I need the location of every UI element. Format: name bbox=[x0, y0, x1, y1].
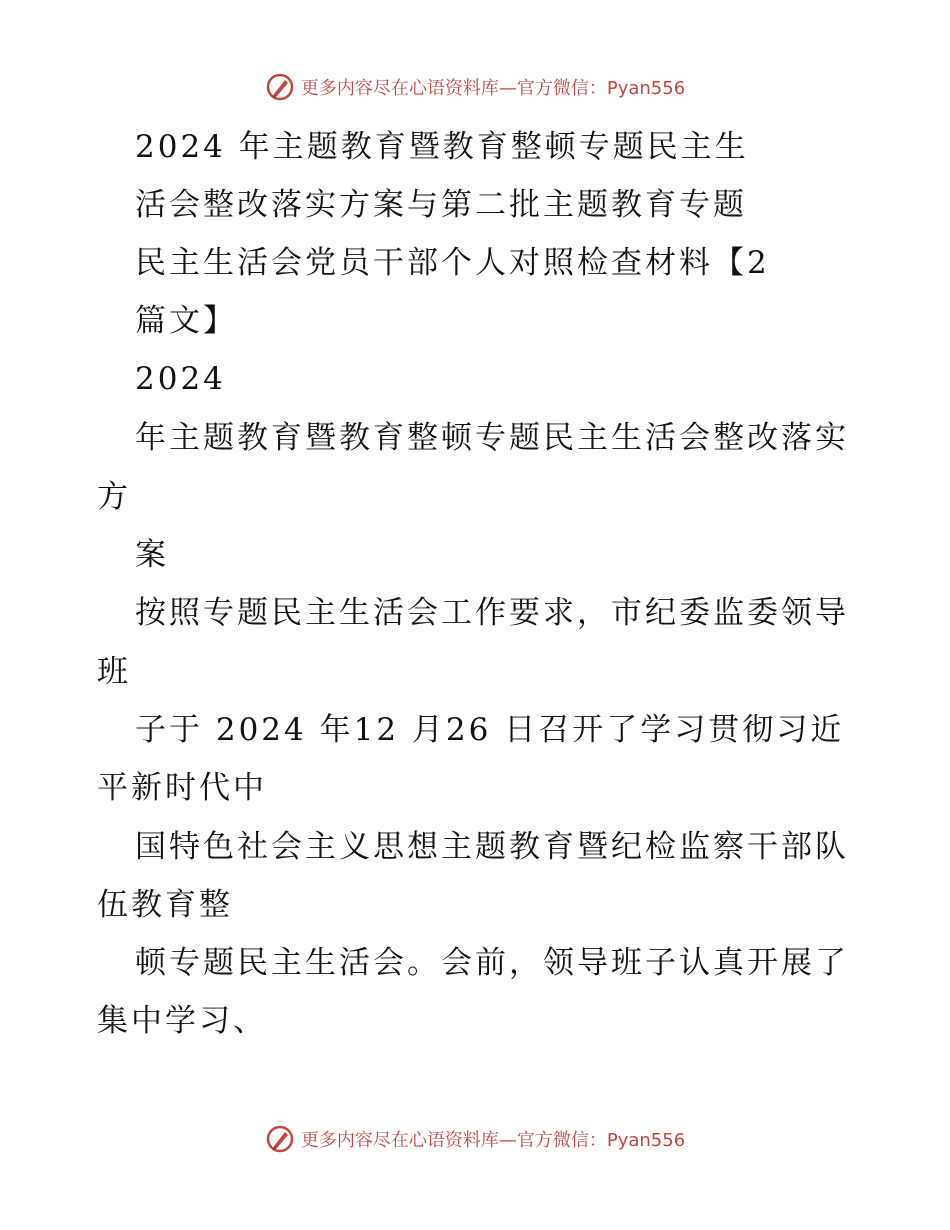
text-line-5: 2024 bbox=[135, 361, 226, 397]
footer-banner-text: 更多内容尽在心语资料库—官方微信：Pyan556 bbox=[300, 1130, 686, 1151]
pen-logo-icon bbox=[265, 72, 295, 102]
text-line-16: 集中学习、 bbox=[97, 1003, 267, 1039]
text-line-14: 伍教育整 bbox=[97, 887, 233, 923]
footer-watermark-banner bbox=[0, 1124, 950, 1154]
text-line-15: 顿专题民主生活会。会前，领导班子认真开展了 bbox=[135, 945, 849, 981]
text-line-1: 2024 年主题教育暨教育整顿专题民主生 bbox=[135, 129, 749, 165]
text-line-3: 民主生活会党员干部个人对照检查材料【2 bbox=[135, 245, 770, 281]
text-line-9: 按照专题民主生活会工作要求，市纪委监委领导 bbox=[135, 595, 849, 631]
text-line-4: 篇文】 bbox=[135, 303, 237, 339]
text-line-12: 平新时代中 bbox=[97, 770, 267, 806]
header-watermark-banner bbox=[0, 72, 950, 102]
pen-logo-icon bbox=[265, 1124, 295, 1154]
text-line-7: 方 bbox=[97, 479, 131, 515]
text-line-11: 子于 2024 年12 月26 日召开了学习贯彻习近 bbox=[135, 712, 845, 748]
text-line-2: 活会整改落实方案与第二批主题教育专题 bbox=[135, 187, 747, 223]
text-line-8: 案 bbox=[135, 537, 169, 573]
header-banner-text: 更多内容尽在心语资料库—官方微信：Pyan556 bbox=[300, 78, 686, 99]
text-line-10: 班 bbox=[97, 654, 131, 690]
text-line-13: 国特色社会主义思想主题教育暨纪检监察干部队 bbox=[135, 829, 849, 865]
text-line-6: 年主题教育暨教育整顿专题民主生活会整改落实 bbox=[135, 420, 849, 456]
